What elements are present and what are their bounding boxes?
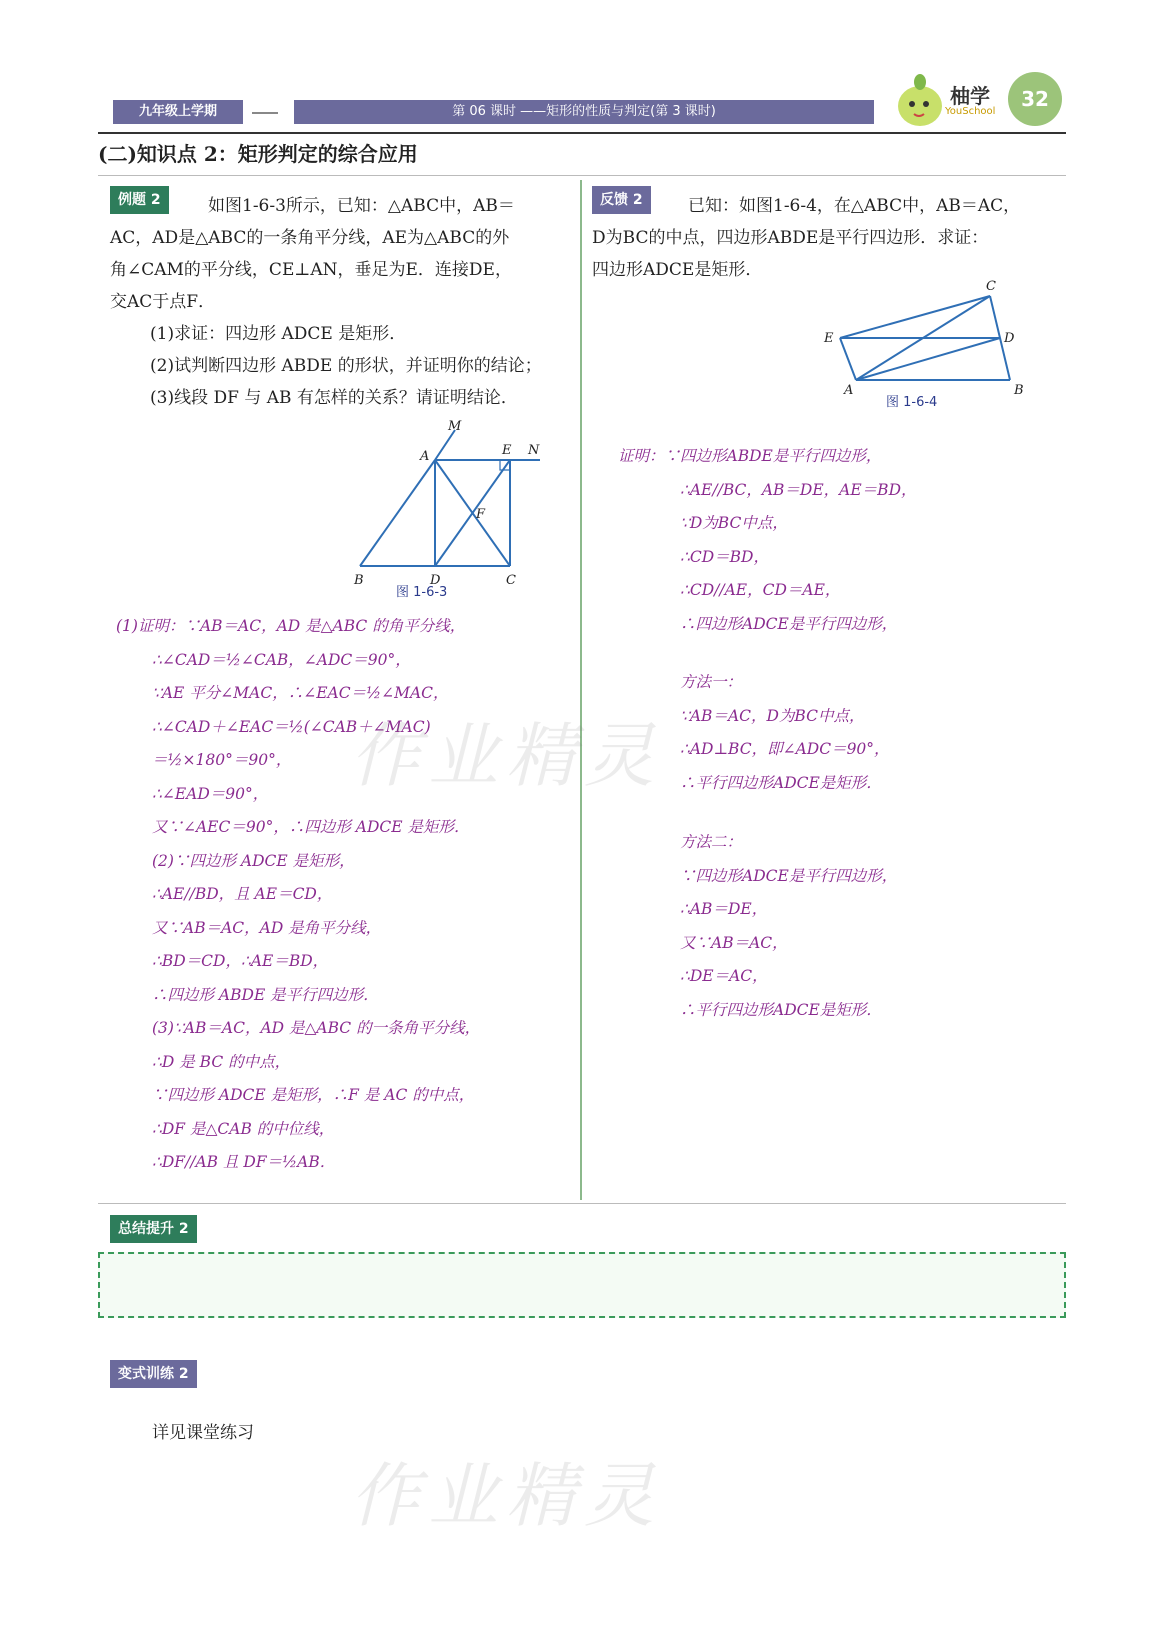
segment-ea [840,338,856,380]
solution-line: ∴∠EAD＝90°， [152,784,269,803]
method-one [680,666,890,800]
solution-line: ∴D 是 BC 的中点， [152,1052,291,1071]
summary-box[interactable] [98,1252,1066,1318]
section-title: (二)知识点 2：矩形判定的综合应用 [98,142,418,166]
header-rule [98,132,1066,134]
label-a: A [844,383,854,398]
feedback-badge: 反馈 2 [592,186,651,214]
solution-line: (1)证明：∵AB＝AC，AD 是△ABC 的角平分线， [116,617,466,635]
figure-caption: 图 1-6-3 [396,585,448,598]
solution-line: 又∵AB＝AC，AD 是角平分线， [152,918,382,937]
label-c: C [506,573,516,588]
question-line: (3)线段 DF 与 AB 有怎样的关系？请证明结论． [150,388,518,408]
brand-name: 柚学 [950,84,990,108]
example-badge: 例题 2 [110,186,169,214]
problem-line: 已知：如图1-6-4，在△ABC中，AB＝AC， [688,196,1021,216]
solution-line: ∴∠CAD＋∠EAC＝½(∠CAB＋∠MAC) [152,717,431,736]
solution-line: ∴AE//BD，且 AE＝CD， [152,885,333,903]
lesson-title: 第 06 课时 ——矩形的性质与判定(第 3 课时) [294,100,874,124]
problem-line: D为BC的中点，四边形ABDE是平行四边形．求证： [592,228,989,248]
problem-line: 四边形ADCE是矩形． [592,260,763,280]
watermark: 作业精灵 [350,715,662,797]
section-divider [98,1203,1066,1204]
solution-line: ∴四边形 ABDE 是平行四边形． [152,985,379,1004]
label-f: F [476,507,486,522]
solution-line: ∵四边形 ADCE 是矩形，∴F 是 AC 的中点， [152,1086,475,1104]
segment-am [435,430,455,460]
watermark: 作业精灵 [350,1455,662,1537]
feedback-problem [592,190,1062,286]
solution-line: ∴DF//AB 且 DF＝½AB． [152,1153,336,1171]
method-line: ∴AB＝DE， [680,900,768,918]
practice-badge: 变式训练 2 [110,1360,197,1388]
problem-line: AC，AD是△ABC的一条角平分线，AE为△ABC的外 [110,228,510,248]
label-m: M [448,419,462,434]
figure-caption: 图 1-6-4 [886,395,938,410]
figure-1-6-3 [350,418,550,598]
solution-line: ∴DF 是△CAB 的中位线， [152,1119,335,1138]
solution-line: (3)∵AB＝AC，AD 是△ABC 的一条角平分线， [152,1019,481,1037]
label-a: A [420,449,430,464]
solution-line: (2)∵四边形 ADCE 是矩形， [152,851,355,870]
section-rule [98,175,1066,176]
feedback-proof [618,440,917,641]
method-line: ∵四边形ADCE是平行四边形， [680,866,898,885]
label-d: D [430,573,441,588]
label-c: C [986,279,996,294]
page-number: 32 [1008,72,1062,126]
solution-line: ∴BD＝CD，∴AE＝BD， [152,952,329,970]
brand-name-en: YouSchool [945,106,996,117]
question-line: (2)试判断四边形 ABDE 的形状，并证明你的结论； [150,356,542,376]
problem-line: 交AC于点F． [110,292,216,312]
proof-line: 证明：∵四边形ABDE是平行四边形， [618,447,882,465]
label-e: E [824,331,834,346]
proof-line: ∴四边形ADCE是平行四边形， [680,614,898,633]
method-line: ∵AB＝AC，D为BC中点， [680,706,865,725]
segment-ec [840,296,990,338]
method-line: 方法一： [680,673,743,691]
example-solution [116,610,480,1180]
label-b: B [354,573,364,588]
problem-line: 角∠CAM的平分线，CE⊥AN，垂足为E．连接DE， [110,260,512,280]
column-divider [580,180,582,1200]
practice-text: 详见课堂练习 [152,1423,254,1443]
example-questions [150,318,542,414]
label-b: B [1014,383,1024,398]
solution-line: ＝½×180°＝90°， [152,751,292,769]
label-d: D [1004,331,1015,346]
header-divider [252,112,278,114]
method-line: 又∵AB＝AC， [680,933,788,952]
method-line: 方法二： [680,833,743,851]
summary-badge: 总结提升 2 [110,1215,197,1243]
label-n: N [528,443,540,458]
figure-1-6-4 [810,278,1030,413]
proof-line: ∴CD//AE，CD＝AE， [680,581,841,599]
proof-line: ∴AE//BC，AB＝DE，AE＝BD， [680,480,917,499]
method-line: ∴AD⊥BC，即∠ADC＝90°， [680,740,890,758]
grade-label: 九年级上学期 [113,100,243,124]
method-line: ∴平行四边形ADCE是矩形． [680,1000,882,1019]
method-line: ∴DE＝AC， [680,967,768,985]
segment-ab [360,460,435,566]
method-line: ∴平行四边形ADCE是矩形． [680,773,882,792]
proof-line: ∵D为BC中点， [680,514,788,532]
solution-line: ∵AE 平分∠MAC，∴∠EAC＝½∠MAC， [152,684,449,702]
solution-line: ∴∠CAD＝½∠CAB，∠ADC＝90°， [152,650,411,669]
method-two [680,826,897,1027]
solution-line: 又∵∠AEC＝90°，∴四边形 ADCE 是矩形． [152,818,470,836]
example-problem [110,190,575,318]
problem-line: 如图1-6-3所示，已知：△ABC中，AB＝ [208,196,515,216]
proof-line: ∴CD＝BD， [680,547,769,566]
question-line: (1)求证：四边形 ADCE 是矩形． [150,324,407,344]
segment-ad [856,338,1000,380]
label-e: E [502,443,512,458]
